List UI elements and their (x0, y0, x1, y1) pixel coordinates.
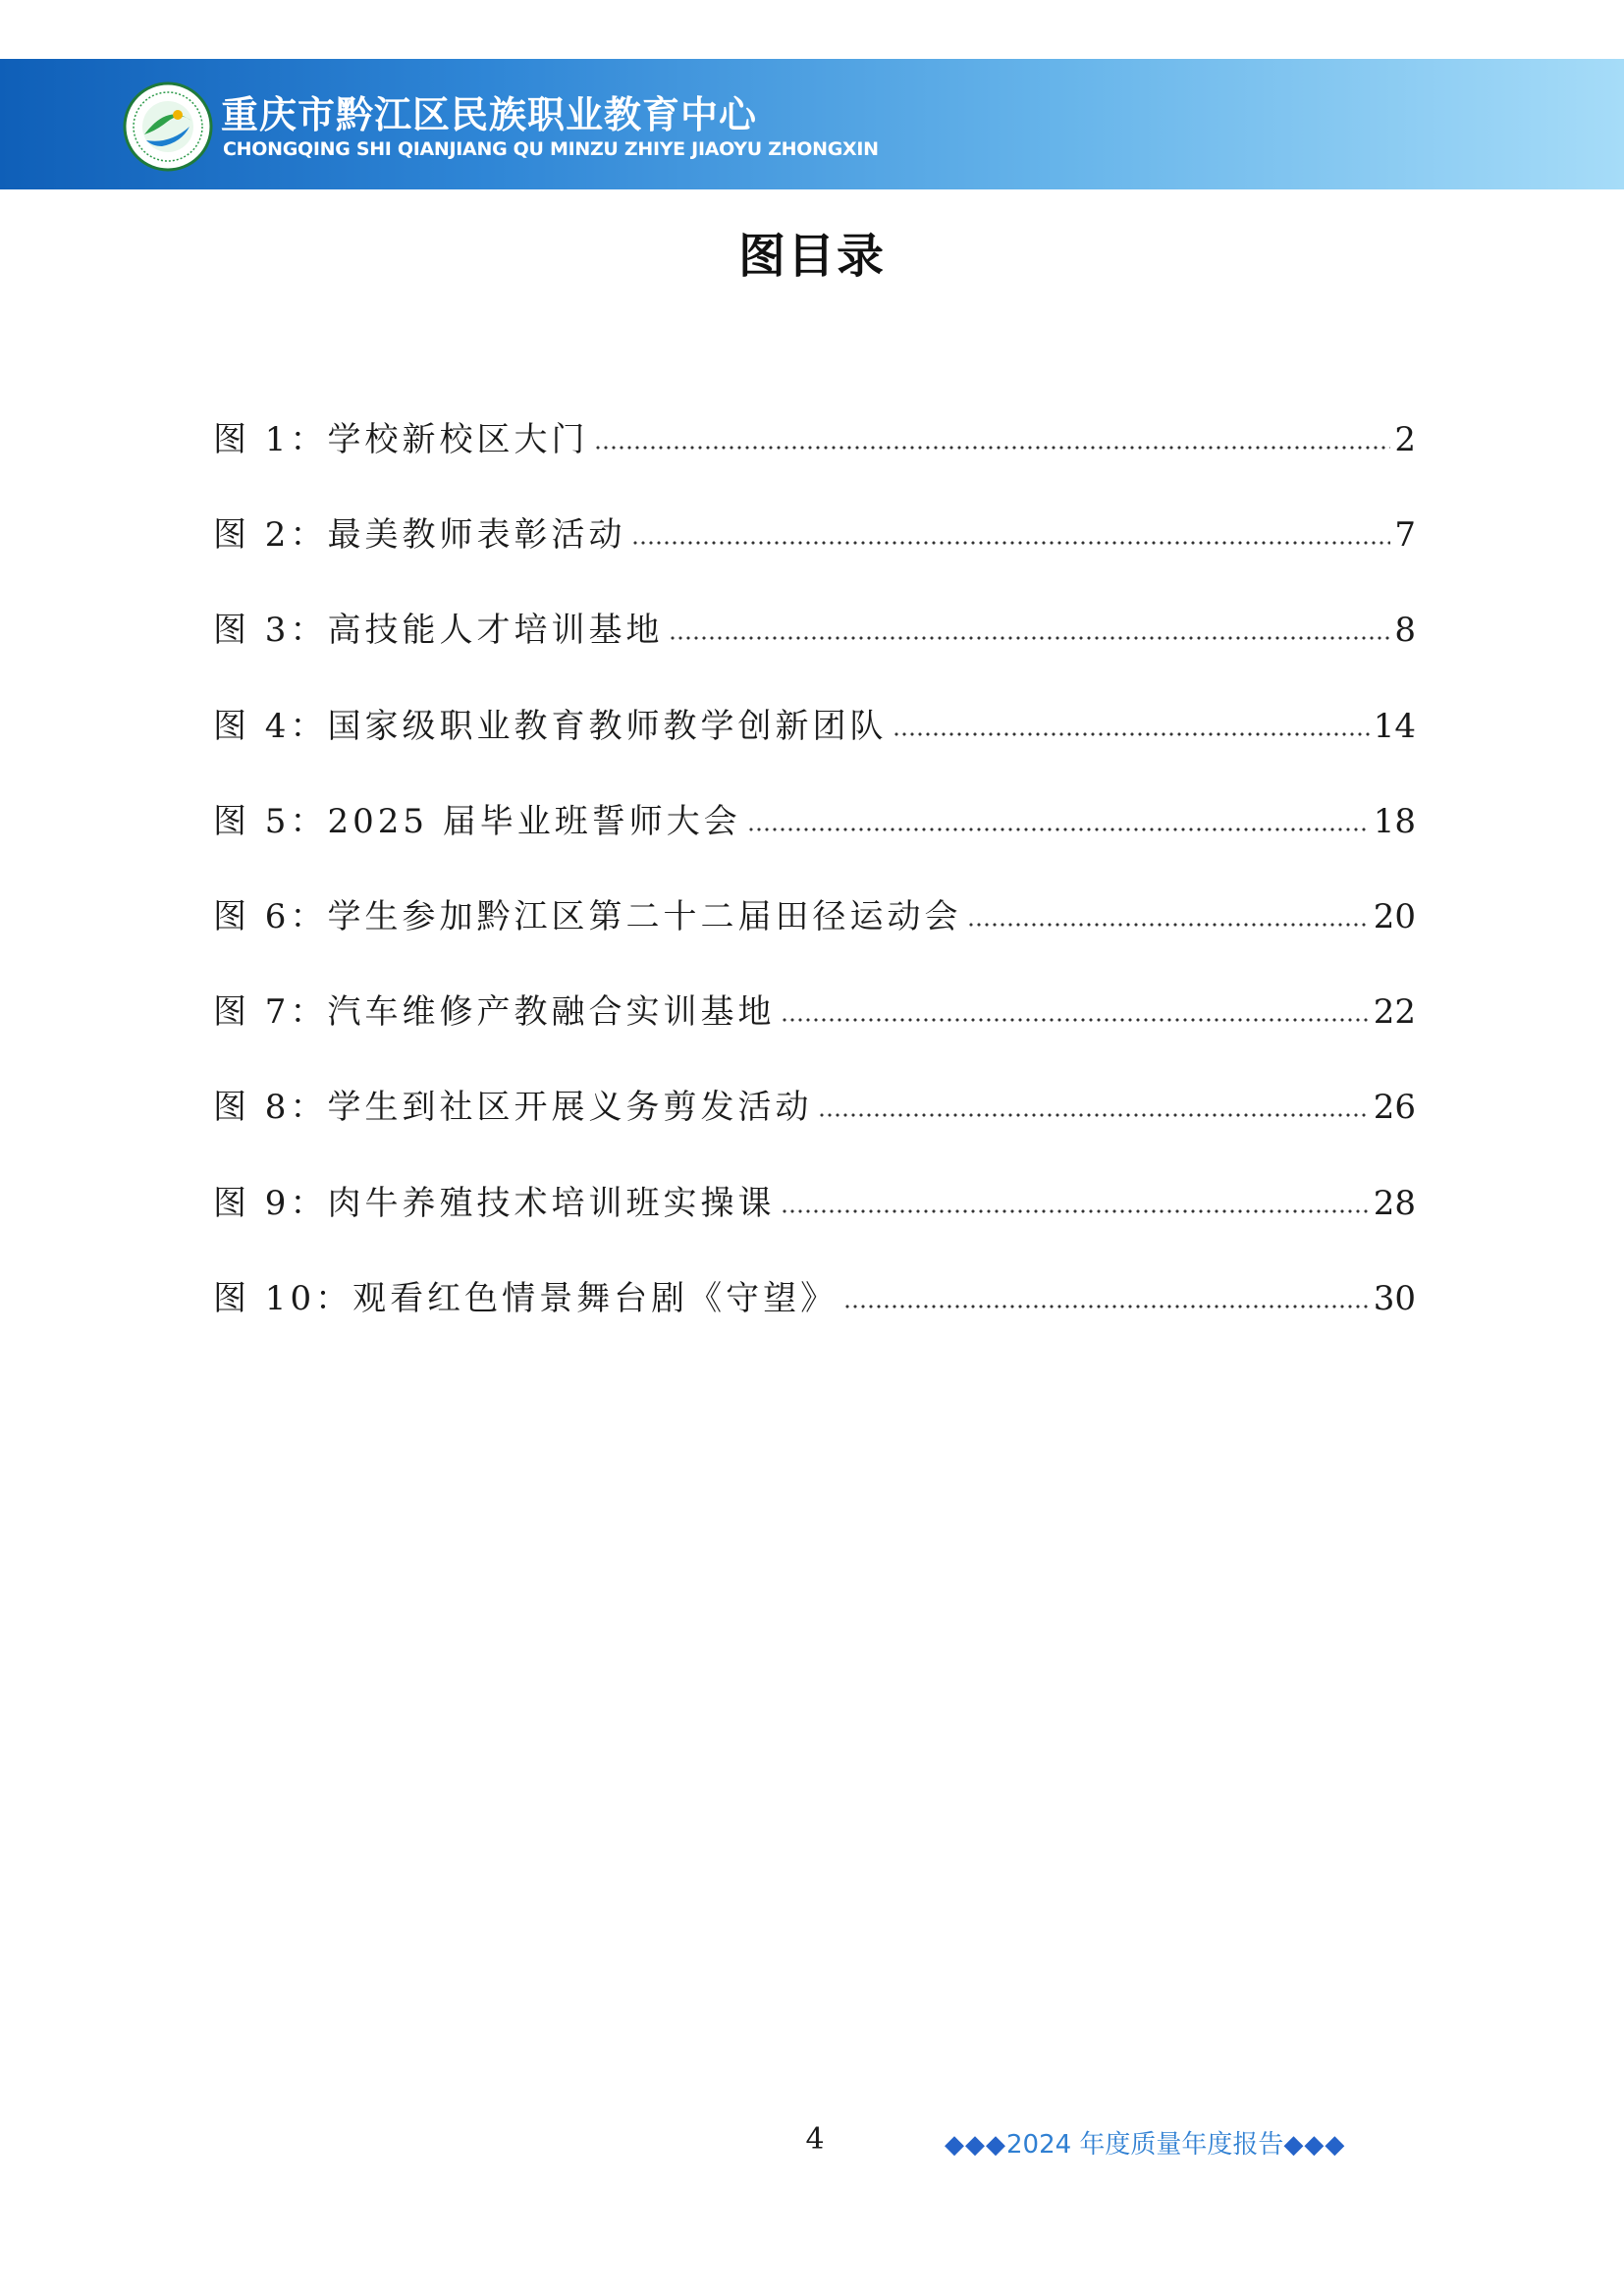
toc-entry[interactable] (213, 507, 1416, 603)
toc-entry-page: 14 (1373, 706, 1416, 746)
toc-entry-title: 图 1：学校新校区大门 (213, 420, 589, 459)
toc-entry-title: 图 6：学生参加黔江区第二十二届田径运动会 (213, 896, 962, 936)
page-number: 4 (805, 2122, 825, 2157)
toc-entry-title: 图 8：学生到社区开展义务剪发活动 (213, 1088, 813, 1128)
toc-entry-title: 图 7：汽车维修产教融合实训基地 (213, 992, 776, 1033)
toc-entry-title: 图 10：观看红色情景舞台剧《守望》 (213, 1278, 839, 1318)
figure-toc-list (213, 412, 1416, 1366)
toc-entry[interactable] (213, 794, 1416, 889)
school-emblem-icon (123, 81, 213, 172)
toc-entry-title: 图 2：最美教师表彰活动 (213, 515, 626, 556)
toc-dot-leader (669, 612, 1390, 641)
toc-entry-title: 图 5：2025 届毕业班誓师大会 (213, 801, 741, 841)
page-title: 图目录 (737, 229, 886, 284)
toc-entry-title: 图 9：肉牛养殖技术培训班实操课 (213, 1183, 776, 1223)
toc-dot-leader (781, 1185, 1369, 1214)
toc-entry-page: 8 (1394, 611, 1416, 651)
toc-entry[interactable] (213, 699, 1416, 794)
org-pinyin: CHONGQING SHI QIANJIANG QU MINZU ZHIYE JIAOYU ZHONGXIN (223, 138, 879, 160)
toc-dot-leader (631, 516, 1390, 546)
toc-entry[interactable] (213, 412, 1416, 507)
toc-dot-leader (781, 993, 1369, 1023)
toc-dot-leader (747, 803, 1370, 832)
toc-entry-page: 20 (1373, 896, 1416, 936)
toc-dot-leader (893, 708, 1369, 737)
toc-entry[interactable] (213, 603, 1416, 698)
diamond-icon: ◆◆◆ (1283, 2130, 1346, 2160)
toc-entry-page: 2 (1394, 420, 1416, 459)
toc-dot-leader (594, 421, 1390, 451)
report-title: 2024 年度质量年度报告 (1006, 2130, 1284, 2160)
toc-entry[interactable] (213, 985, 1416, 1080)
toc-dot-leader (967, 898, 1369, 928)
toc-entry[interactable] (213, 1271, 1416, 1366)
toc-entry-page: 26 (1373, 1088, 1416, 1128)
toc-entry-page: 28 (1373, 1183, 1416, 1223)
toc-entry[interactable] (213, 1176, 1416, 1271)
toc-entry-page: 30 (1373, 1278, 1416, 1318)
toc-entry-title: 图 4：国家级职业教育教师教学创新团队 (213, 706, 888, 746)
toc-entry-page: 22 (1373, 992, 1416, 1033)
toc-entry-title: 图 3：高技能人才培训基地 (213, 611, 664, 651)
toc-dot-leader (818, 1089, 1369, 1118)
toc-entry-page: 7 (1394, 515, 1416, 556)
toc-entry[interactable] (213, 889, 1416, 985)
diamond-icon: ◆◆◆ (945, 2130, 1006, 2160)
org-name: 重庆市黔江区民族职业教育中心 (221, 93, 758, 136)
footer-report-title (945, 2124, 1345, 2161)
toc-dot-leader (843, 1280, 1370, 1309)
toc-entry-page: 18 (1373, 801, 1416, 841)
toc-entry[interactable] (213, 1080, 1416, 1175)
